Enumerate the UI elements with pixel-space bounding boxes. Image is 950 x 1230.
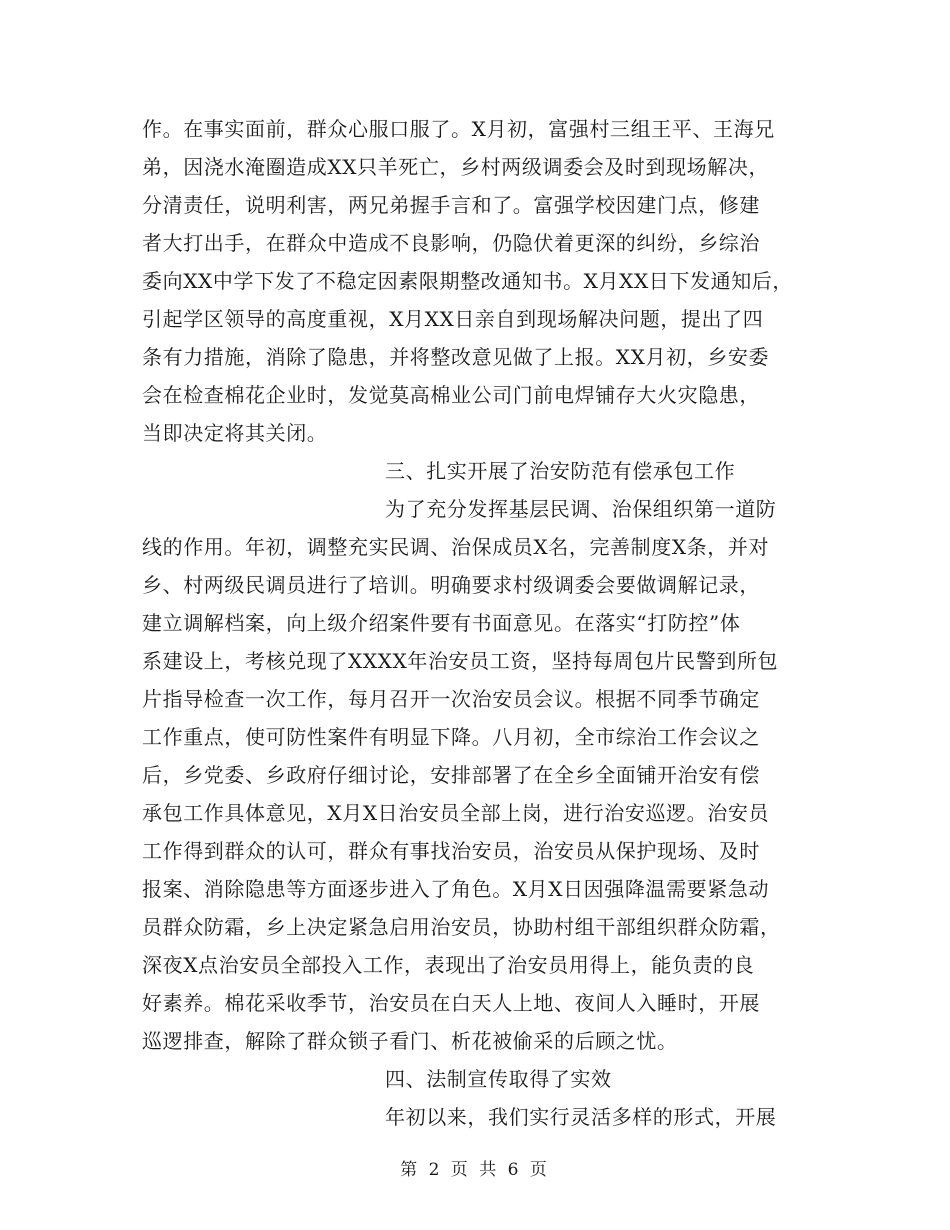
body-line: 条有力措施，消除了隐患，并将整改意见做了上报。XX月初，乡安委 (142, 345, 770, 369)
paragraph-start-line: 为了充分发挥基层民调、治保组织第一道防 (385, 497, 777, 521)
body-line: 分清责任，说明利害，两兄弟握手言和了。富强学校因建门点，修建 (142, 193, 760, 217)
body-line: 工作得到群众的认可，群众有事找治安员，治安员从保护现场、及时 (142, 839, 760, 863)
body-line: 工作重点，使可防性案件有明显下降。八月初，全市综治工作会议之 (142, 725, 760, 749)
body-line: 者大打出手，在群众中造成不良影响，仍隐伏着更深的纠纷，乡综治 (142, 231, 760, 255)
body-line: 巡逻排查，解除了群众锁子看门、析花被偷采的后顾之忧。 (142, 1029, 678, 1053)
body-line: 当即决定将其关闭。 (142, 421, 328, 445)
page-number-footer: 第 2 页 共 6 页 (400, 1160, 550, 1180)
body-line: 建立调解档案，向上级介绍案件要有书面意见。在落实“打防控”体 (142, 611, 741, 635)
body-line: 报案、消除隐患等方面逐步进入了角色。X月X日因强降温需要紧急动 (142, 877, 770, 901)
body-line: 片指导检查一次工作，每月召开一次治安员会议。根据不同季节确定 (142, 687, 760, 711)
body-line: 系建设上，考核兑现了XXXX年治安员工资，坚持每周包片民警到所包 (142, 649, 779, 673)
body-line: 承包工作具体意见，X月X日治安员全部上岗，进行治安巡逻。治安员 (142, 801, 770, 825)
body-line: 后，乡党委、乡政府仔细讨论，安排部署了在全乡全面铺开治安有偿 (142, 763, 760, 787)
body-line: 委向XX中学下发了不稳定因素限期整改通知书。X月XX日下发通知后， (142, 269, 793, 293)
body-line: 深夜X点治安员全部投入工作，表现出了治安员用得上，能负责的良 (142, 953, 755, 977)
body-line: 员群众防霜，乡上决定紧急启用治安员，协助村组干部组织群众防霜， (142, 915, 781, 939)
body-line: 好素养。棉花采收季节，治安员在白天人上地、夜间人入睡时，开展 (142, 991, 760, 1015)
body-line: 弟，因浇水淹圈造成XX只羊死亡，乡村两级调委会及时到现场解决， (142, 155, 770, 179)
body-line: 乡、村两级民调员进行了培训。明确要求村级调委会要做调解记录， (142, 573, 760, 597)
body-line: 线的作用。年初，调整充实民调、治保成员X名，完善制度X条，并对 (142, 535, 770, 559)
body-line: 作。在事实面前，群众心服口服了。X月初，富强村三组王平、王海兄 (142, 117, 775, 141)
body-line: 引起学区领导的高度重视，X月XX日亲自到现场解决问题，提出了四 (142, 307, 764, 331)
section-heading: 四、法制宣传取得了实效 (385, 1067, 612, 1091)
section-heading: 三、扎实开展了治安防范有偿承包工作 (385, 459, 736, 483)
body-line: 会在检查棉花企业时，发觉莫高棉业公司门前电焊铺存大火灾隐患， (142, 383, 760, 407)
paragraph-start-line: 年初以来，我们实行灵活多样的形式，开展 (385, 1105, 777, 1129)
